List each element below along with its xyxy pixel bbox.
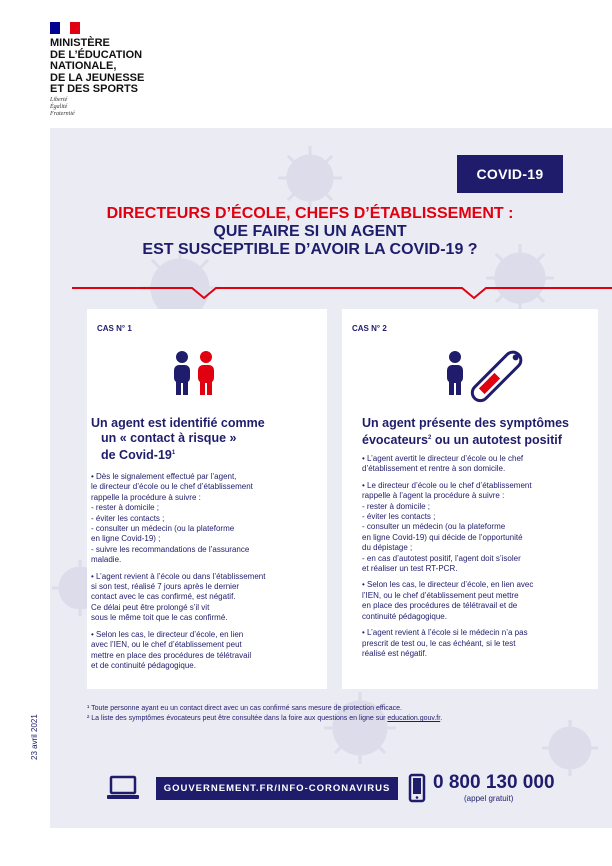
case-2-body xyxy=(362,454,598,665)
hotline-number[interactable]: 0 800 130 000 xyxy=(433,772,555,793)
footnote-1: ¹ Toute personne ayant eu un contact direct avec un cas confirmé sans mesure de protection efficace. xyxy=(87,705,402,712)
case-1-title: Un agent est identifié comme un « contact à risque » de Covid-$19^1$ xyxy=(91,416,265,463)
person-thermometer-icon xyxy=(443,345,533,405)
republic-motto: Liberté Égalité Fraternité xyxy=(50,97,75,117)
case-2-card xyxy=(342,309,598,689)
phone-icon xyxy=(408,773,426,803)
case-2-paragraph: • Selon les cas, le directeur d’école, en lien avec l’IEN, ou le chef d’établissement peut mettre en place des procédures de télétravail et de continuité pédagogique. xyxy=(362,580,534,621)
covid-tag: COVID-19 xyxy=(457,155,563,193)
footnotes xyxy=(87,704,442,724)
case-2-paragraph: • L’agent revient à l’école si le médecin n’a pas prescrit de test ou, le cas échéant, si le test réalisé est négatif. xyxy=(362,628,528,658)
red-divider-line xyxy=(72,286,612,300)
case-2-label: CAS N° 2 xyxy=(352,324,387,333)
french-flag-logo xyxy=(50,22,80,34)
ministry-name: MINISTÈRE DE L’ÉDUCATION NATIONALE, DE LA JEUNESSE ET DES SPORTS xyxy=(50,37,145,95)
page-title xyxy=(60,205,560,259)
two-people-icon xyxy=(170,349,220,399)
case-1-paragraph: • Selon les cas, le directeur d’école, en lien avec l’IEN, ou le chef d’établissement peut mettre en place des procédures de télétravail et de continuité pédagogique. xyxy=(91,629,252,670)
title-line-2: QUE FAIRE SI UN AGENT xyxy=(213,223,407,240)
case-2-paragraph: • Le directeur d’école ou le chef d’établissement rappelle à l’agent la procédure à suivre : - rester à domicile ; - éviter les contacts ; - consulter un médecin (ou la plateforme en ligne Covid-19) qui décide de l’opportunité du dépistage ; - en cas d’autotest positif, l’agent doit s’isoler et réaliser un test RT-PCR. xyxy=(362,480,532,574)
education-link[interactable]: education.gouv.fr xyxy=(387,715,441,722)
case-2-paragraph: • L’agent avertit le directeur d’école ou le chef d’établissement et rentre à son domicile. xyxy=(362,454,524,474)
case-2-title: Un agent présente des symptômes évocateurs$^2$ ou un autotest positif xyxy=(362,416,570,448)
publication-date: 23 avril 2021 xyxy=(30,714,39,760)
footnote-2: ² La liste des symptômes évocateurs peut être consultée dans la foire aux questions en ligne sur education.gouv.fr. xyxy=(87,715,443,722)
case-1-label: CAS N° 1 xyxy=(97,324,132,333)
case-1-paragraph: • L’agent revient à l’école ou dans l’établissement si son test, réalisé 7 jours après le dernier contact avec le cas confirmé, est négatif. Ce délai peut être prolongé s’il vit sous le même toit que le cas confirmé. xyxy=(91,571,266,623)
case-1-body xyxy=(91,472,325,677)
title-line-3: EST SUSCEPTIBLE D’AVOIR LA COVID-19 ? xyxy=(142,241,478,258)
laptop-icon xyxy=(106,775,140,801)
header xyxy=(0,0,612,128)
case-1-paragraph: • Dès le signalement effectué par l’agent, le directeur d’école ou le chef d’établissement rappelle la procédure à suivre : - rester à domicile ; - éviter les contacts ; - consulter un médecin (ou la plateforme en ligne Covid-19) ; - suivre les recommandations de l’assurance maladie. xyxy=(91,472,253,565)
case-1-card xyxy=(87,309,327,689)
title-line-1: DIRECTEURS D’ÉCOLE, CHEFS D’ÉTABLISSEMENT : xyxy=(106,205,514,222)
gov-website-link[interactable]: GOUVERNEMENT.FR/INFO-CORONAVIRUS xyxy=(156,777,398,800)
hotline-note: (appel gratuit) xyxy=(464,794,514,803)
